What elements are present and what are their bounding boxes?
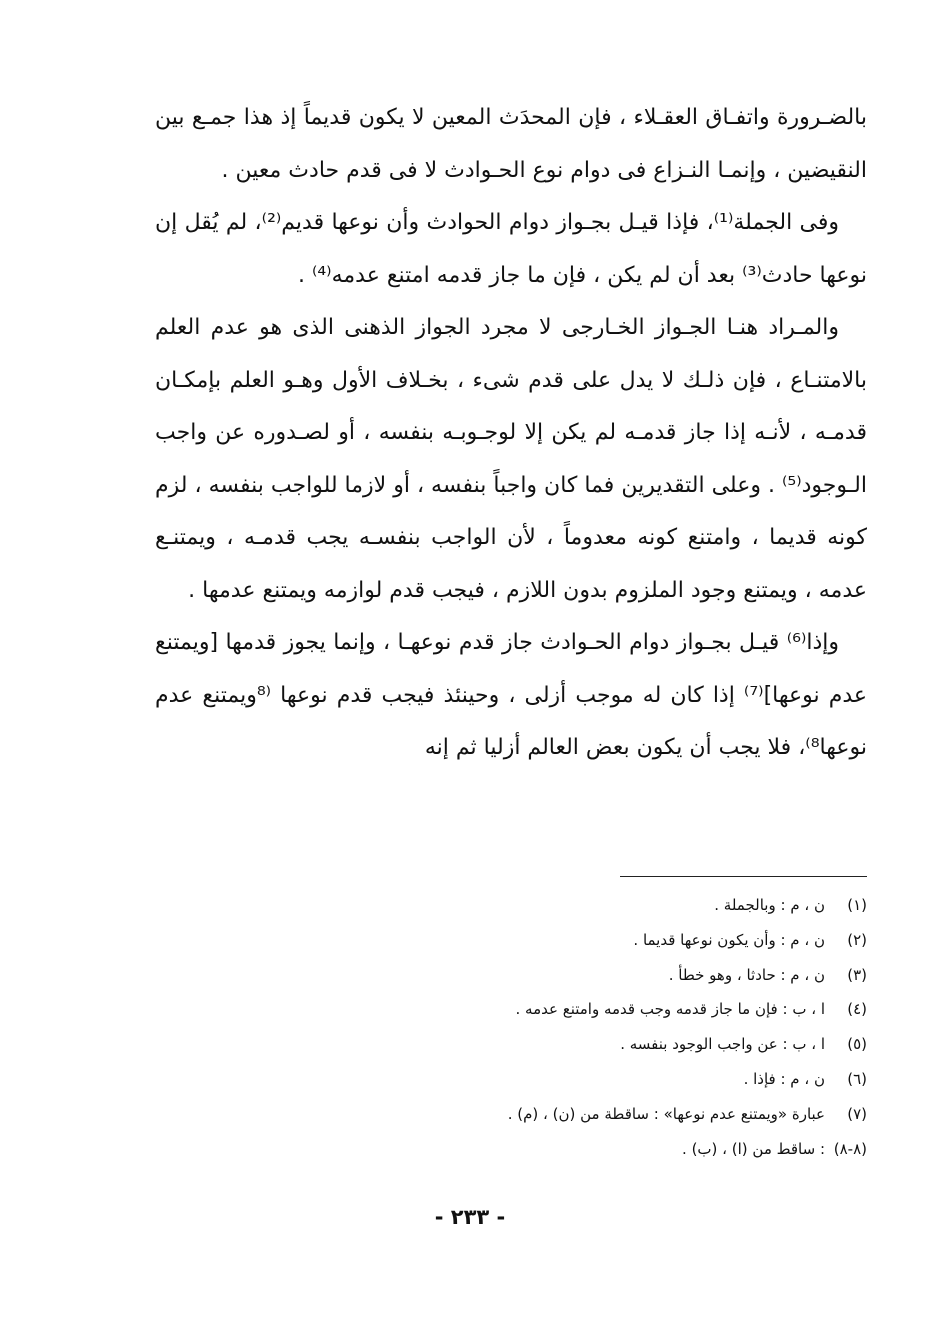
footnote-text: ن ، م : فإذا . — [743, 1069, 825, 1088]
footnote-text: ن ، م : حادثا ، وهو خطأ . — [668, 965, 825, 984]
footnote-number: (٦) — [847, 1069, 867, 1088]
footnote-number: (٨-٨) — [833, 1139, 867, 1158]
footnote-text: : ساقط من (ا) ، (ب) . — [682, 1139, 825, 1158]
footnote-text: ا ، ب : فإن ما جاز قدمه وجب قدمه وامتنع عدمه . — [515, 1000, 825, 1019]
footnote-4 — [300, 992, 867, 1027]
footnote-1 — [300, 888, 867, 923]
paragraph-1: بالضـرورة واتفـاق العقـلاء ، فإن المحدَث المعين لا يكون قديماً إذ هذا جمـع بين النقيضين ، وإنمـا النـزاع فى دوام نوع الحـوادث لا فى قدم حادث معين . — [155, 105, 867, 183]
footnote-text: ا ، ب : عن واجب الوجود بنفسه . — [620, 1035, 825, 1054]
footnote-3 — [300, 958, 867, 993]
footnote-number: (٧) — [847, 1104, 867, 1123]
footnote-separator — [620, 876, 867, 877]
footnote-5 — [300, 1027, 867, 1062]
footnote-number: (٣) — [847, 965, 867, 984]
paragraph-4: وإذا⁽⁶⁾ قيـل بجـواز دوام الحـوادث جاز قدم نوعهـا ، وإنما يجوز قدمها [ويمتنع عدم نوعها]⁽⁷⁾ إذا كان له موجب أزلى ، وحينئذ فيجب قدم نوعها ⁽⁸ويمتنع عدم نوعها⁸⁾، فلا يجب أن يكون بعض العالم أزليا ثم إنه — [155, 630, 868, 760]
footnote-number: (١) — [847, 896, 867, 914]
footnote-text: ن ، م : وأن يكون نوعها قديما . — [633, 930, 825, 949]
paragraph-3: والمـراد هنـا الجـواز الخـارجى لا مجرد الجواز الذهنى الذى هو عدم العلم بالامتنـاع ، فإن ذلـك لا يدل على قدم شىء ، بخـلاف الأول وهـو العلم بإمكـان قدمـه ، لأنـه إذا جاز قدمـه لم يكن إلا لوجـوبـه بنفسه ، أو لصـدوره عن واجب الـوجود⁽⁵⁾ . وعلى التقديرين فما كان واجباً بنفسه ، أو لازما للواجب بنفسه ، لزم كونه قديما ، وامتنع كونه معدوماً ، لأن الواجب بنفسـه يجب قدمـه ، ويمتنـع عدمه ، ويمتنع وجود الملزوم بدون اللازم ، فيجب قدم لوازمه ويمتنع عدمها . — [155, 315, 867, 603]
page-number: - ٢٣٣ - — [434, 1205, 506, 1229]
footnotes-list — [300, 888, 867, 1166]
footnote-8 — [300, 1132, 867, 1167]
paragraph-2: وفى الجملة⁽¹⁾، فإذا قيـل بجـواز دوام الحوادث وأن نوعها قديم⁽²⁾، لم يُقل إن نوعها حادث⁽³⁾ بعد أن لم يكن ، فإن ما جاز قدمه امتنع عدمه⁽⁴⁾ . — [155, 210, 867, 288]
main-text-body — [155, 92, 867, 775]
footnote-7 — [300, 1097, 867, 1132]
footnote-number: (٤) — [847, 1000, 867, 1019]
footnote-2 — [300, 923, 867, 958]
footnote-text: عبارة «ويمتنع عدم نوعها» : ساقطة من (ن) ، (م) . — [507, 1104, 825, 1123]
footnote-6 — [300, 1062, 867, 1097]
footnote-text: ن ، م : وبالجملة . — [714, 896, 825, 914]
footnote-number: (٢) — [847, 930, 867, 949]
footnote-number: (٥) — [847, 1035, 867, 1054]
